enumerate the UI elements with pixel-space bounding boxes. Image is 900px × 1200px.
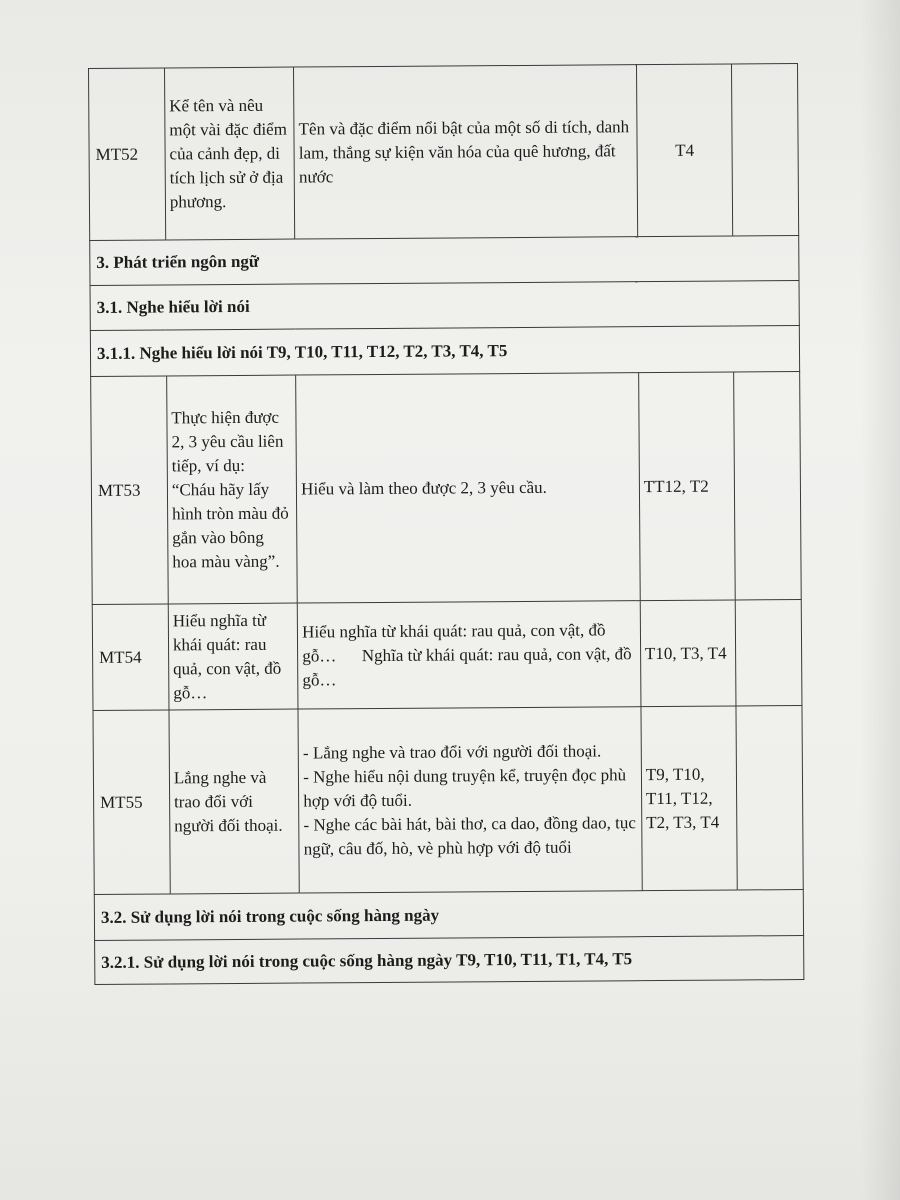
note-cell <box>736 600 802 706</box>
section-row <box>94 890 803 941</box>
section-row <box>95 936 804 985</box>
page-shadow <box>860 0 900 1200</box>
goal-cell: Kể tên và nêu một vài đặc điểm của cảnh đẹp, di tích lịch sử ở địa phương. <box>164 67 294 240</box>
content-cell: - Lắng nghe và trao đổi với người đối thoại. - Nghe hiểu nội dung truyện kể, truyện đọc phù hợp với độ tuổi. - Nghe các bài hát, bài thơ, ca dao, đồng dao, tục ngữ, câu đố, hò, vè phù hợp với độ tuổi <box>298 707 642 893</box>
content-cell: Hiểu nghĩa từ khái quát: rau quả, con vật, đồ gỗ… Nghĩa từ khái quát: rau quả, con vật, đồ gỗ… <box>297 601 640 709</box>
table-row-mt52 <box>89 64 799 241</box>
section-heading: 3.1.1. Nghe hiểu lời nói T9, T10, T11, T12, T2, T3, T4, T5 <box>90 326 799 377</box>
time-cell: T4 <box>636 64 733 237</box>
section-heading: 3.1. Nghe hiểu lời nói <box>90 281 799 331</box>
table-row-mt53 <box>91 372 802 605</box>
table-row-mt55 <box>93 706 803 895</box>
section-row <box>90 236 799 286</box>
content-cell: Tên và đặc điểm nổi bật của một số di tích, danh lam, thắng sự kiện văn hóa của quê hương, đất nước <box>294 65 638 239</box>
curriculum-table-sheet <box>88 63 804 985</box>
curriculum-table <box>88 63 804 985</box>
code-cell: MT54 <box>92 604 169 711</box>
code-cell: MT55 <box>93 710 170 895</box>
time-cell: T9, T10, T11, T12, T2, T3, T4 <box>641 706 738 891</box>
table-row-mt54 <box>92 600 802 711</box>
code-cell: MT53 <box>91 376 169 605</box>
goal-cell: Lắng nghe và trao đổi với người đối thoại. <box>169 709 300 894</box>
goal-cell: Hiểu nghĩa từ khái quát: rau quả, con vật, đồ gỗ… <box>168 603 298 710</box>
section-row <box>90 326 799 377</box>
section-heading: 3. Phát triển ngôn ngữ <box>90 236 799 286</box>
note-cell <box>734 372 801 600</box>
goal-cell: Thực hiện được 2, 3 yêu cầu liên tiếp, ví dụ: “Cháu hãy lấy hình tròn màu đỏ gắn vào bông hoa màu vàng”. <box>167 375 298 604</box>
content-cell: Hiểu và làm theo được 2, 3 yêu cầu. <box>296 373 640 603</box>
note-cell <box>736 706 803 890</box>
time-cell: T10, T3, T4 <box>640 600 736 707</box>
section-heading: 3.2. Sử dụng lời nói trong cuộc sống hàng ngày <box>94 890 803 941</box>
note-cell <box>732 64 799 236</box>
time-cell: TT12, T2 <box>639 372 736 601</box>
section-row <box>90 281 799 331</box>
section-heading: 3.2.1. Sử dụng lời nói trong cuộc sống hàng ngày T9, T10, T11, T1, T4, T5 <box>95 936 804 985</box>
code-cell: MT52 <box>89 68 166 241</box>
